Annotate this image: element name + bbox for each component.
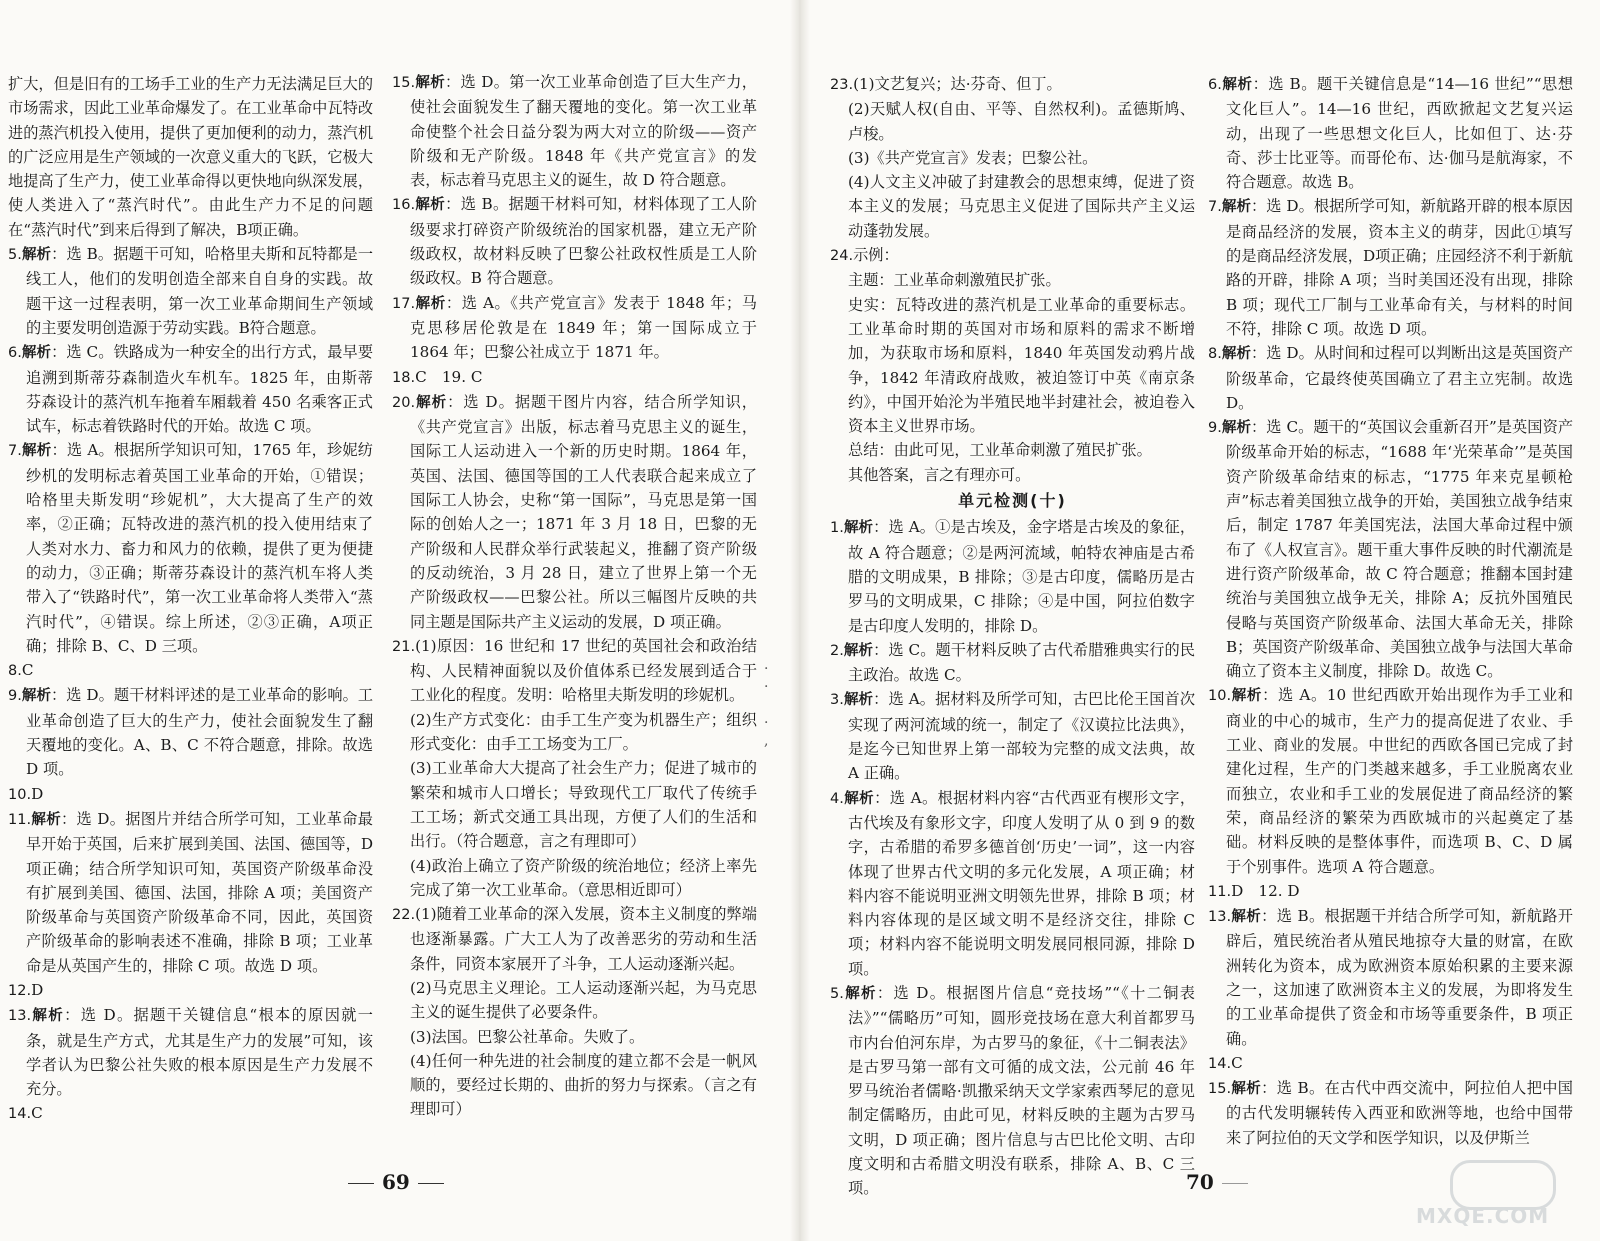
answer-sub-part xyxy=(392,1025,757,1049)
answer-text: ：选 A。①是古埃及，金字塔是古埃及的象征，故 A 符合题意；②是两河流域，帕特农神庙是古希腊的文明成果，B 排除；③是古印度，儒略历是古罗马的文明成果，C 排除；④是中国，阿拉伯数字是古印度人发明的，排除 D。 xyxy=(848,518,1196,635)
answer-text: D 12. D xyxy=(1231,881,1300,900)
answer-item xyxy=(1208,194,1573,341)
analysis-label: 解析 xyxy=(1221,420,1252,437)
answer-text: ：选 D。题干材料评述的是工业革命的影响。工业革命创造了巨大的生产力，使社会面貌发生了翻天覆地的变化。A、B、C 不符合题意，排除。故选 D 项。 xyxy=(26,686,374,779)
answer-number: 11. xyxy=(8,811,32,828)
answer-sub-part xyxy=(392,1049,757,1122)
answer-item xyxy=(8,807,373,978)
answer-text: (4)任何一种先进的社会制度的建立都不会是一帆风顺的，要经过长期的、曲折的努力与探索。（言之有理即可） xyxy=(410,1051,757,1119)
answer-sub-part xyxy=(392,708,757,757)
answer-text: ：选 D。根据所学可知，新航路开辟的根本原因是商品经济的发展，资本主义的萌芽，因此①填写的是商品经济发展，D项正确；庄园经济不利于新航路的开辟，排除 A 项；当时美国还没有出现，排除 B 项；现代工厂制与工业革命有关，与材料的时间不符，排除 C 项。故选 D 项。 xyxy=(1226,197,1574,338)
answer-number: 18. xyxy=(392,369,416,386)
answer-text: (3)工业革命大大提高了社会生产力；促进了城市的繁荣和城市人口增长；导致现代工厂取代了传统手工工场；新式交通工具出现，方便了人们的生活和出行。（符合题意，言之有理即可） xyxy=(410,759,757,851)
answer-item xyxy=(830,786,1195,981)
answer-number: 9. xyxy=(8,688,22,705)
analysis-label: 解析 xyxy=(21,443,52,460)
analysis-label: 解析 xyxy=(21,688,52,705)
answer-text: 史实：瓦特改进的蒸汽机是工业革命的重要标志。工业革命时期的英国对市场和原料的需求不断增加，为获取市场和原料，1840 年英国发动鸦片战争，1842 年清政府战败，被迫签订中英《南京条约》，中国开始沦为半殖民地半封建社会，被迫卷入资本主义世界市场。 xyxy=(848,295,1195,436)
answer-number: 7. xyxy=(1208,199,1222,216)
answer-number: 10. xyxy=(8,786,32,803)
answer-text: ：选 D。据题干图片内容，结合所学知识，《共产党宣言》出版，标志着马克思主义的诞生，国际工人运动进入一个新的历史时期。1864 年，英国、法国、德国等国的工人代表联合起来成立了国际工人协会，史称“第一国际”，马克思是第一国际的创始人之一；1871 年 3 月 18 日，巴黎的无产阶级和人民群众举行武装起义，推翻了资产阶级的反动统治，3 月 28 日，建立了世界上第一个无产阶级政权——巴黎公社。所以三幅图片反映的共同主题是国际共产主义运动的发展，D 项正确。 xyxy=(410,392,757,631)
answer-sub-part xyxy=(830,146,1195,170)
answer-item xyxy=(392,634,757,708)
answer-simple xyxy=(8,978,373,1003)
answer-text: 总结：由此可见，工业革命刺激了殖民扩张。 xyxy=(848,441,1152,460)
answer-simple xyxy=(8,782,373,807)
answer-text: ：选 C。题干材料反映了古代希腊雅典实行的民主政治。故选 C。 xyxy=(848,640,1196,685)
answer-item xyxy=(392,192,757,290)
answer-number: 4. xyxy=(830,790,844,807)
answer-number: 8. xyxy=(1208,346,1222,363)
answer-item xyxy=(1208,1076,1573,1150)
answer-text: ：选 B。据题干可知，哈格里夫斯和瓦特都是一线工人，他们的发明创造全部来自自身的实践。故题干这一过程表明，第一次工业革命期间生产领域的主要发明创造源于劳动实践。B符合题意。 xyxy=(26,245,374,337)
watermark-logo xyxy=(1410,1160,1590,1230)
answer-item xyxy=(8,340,373,438)
analysis-label: 解析 xyxy=(31,811,62,828)
answer-simple xyxy=(392,365,757,390)
analysis-label: 解析 xyxy=(1231,909,1262,926)
answer-number: 9. xyxy=(1208,420,1222,437)
answer-text: ：选 A。据材料及所学可知，古巴比伦王国首次实现了两河流域的统一，制定了《汉谟拉比法典》，是迄今已知世界上第一部较为完整的成文法典，故 A 正确。 xyxy=(848,690,1196,783)
answer-text: (2)天赋人权(自由、平等、自然权利)。孟德斯鸠、卢梭。 xyxy=(848,100,1195,143)
analysis-label: 解析 xyxy=(1231,688,1263,705)
answer-number: 6. xyxy=(1208,77,1222,93)
answer-item xyxy=(392,902,757,976)
section-title: 单元检测(十) xyxy=(958,491,1067,511)
book-spine xyxy=(790,0,810,1241)
answer-sub-part xyxy=(392,756,757,853)
analysis-label: 解析 xyxy=(415,75,446,91)
answer-item xyxy=(1208,72,1573,194)
left-page-column-2 xyxy=(392,70,757,1122)
answer-number: 14. xyxy=(1208,1055,1232,1072)
answer-number: 23. xyxy=(830,77,854,93)
answer-text: (1)随着工业革命的深入发展，资本主义制度的弊端也逐渐暴露。广大工人为了改善恶劣的劳动和生活条件，同资本家展开了斗争，工人运动逐渐兴起。 xyxy=(410,905,757,973)
answer-simple xyxy=(1208,879,1573,904)
analysis-label: 解析 xyxy=(843,520,874,537)
answer-item xyxy=(1208,683,1573,878)
answer-sub-part xyxy=(392,976,757,1025)
answer-item xyxy=(830,981,1195,1201)
answer-text: (4)政治上确立了资产阶级的统治地位；经济上率先完成了第一次工业革命。（意思相近即可） xyxy=(410,856,757,899)
answer-text: (1)文艺复兴；达·芬奇、但丁。 xyxy=(853,75,1062,93)
answer-text: ：选 D。据题干关键信息“根本的原因就一条，就是生产方式，尤其是生产力的发展”可知，该学者认为巴黎公社失败的根本原因是生产力发展不充分。 xyxy=(26,1006,373,1099)
analysis-label: 解析 xyxy=(1221,199,1252,216)
answer-text: ：选 D。从时间和过程可以判断出这是英国资产阶级革命，它最终使英国确立了君主立宪制。故选 D。 xyxy=(1226,344,1574,412)
page-number-right-value: 70 xyxy=(1186,1170,1214,1194)
answer-number: 21. xyxy=(392,638,416,655)
answer-text: 示例： xyxy=(853,246,899,265)
answer-text: ：选 A。根据所学知识可知，1765 年，珍妮纺纱机的发明标志着英国工业革命的开始，①错误；哈格里夫斯发明“珍妮机”，大大提高了生产的效率，②正确；瓦特改进的蒸汽机的投入使用结束了人类对水力、畜力和风力的依赖，提供了更为便捷的动力，③正确；斯蒂芬森设计的蒸汽机车将人类带入了“铁路时代”，第一次工业革命将人类带入“蒸汽时代”，④错误。综上所述，②③正确，A项正确；排除 B、C、D 三项。 xyxy=(26,441,373,655)
answer-number: 1. xyxy=(830,520,844,537)
answer-sub-part xyxy=(392,854,757,903)
answer-number: 13. xyxy=(8,1008,32,1025)
spine-marks: · · · , xyxy=(764,661,769,749)
answer-number: 3. xyxy=(830,692,844,709)
answer-item xyxy=(392,390,757,634)
answer-number: 7. xyxy=(8,443,22,460)
analysis-label: 解析 xyxy=(31,1008,65,1025)
answer-text: (2)生产方式变化：由手工生产变为机器生产；组织形式变化：由手工工场变为工厂。 xyxy=(410,710,757,754)
answer-text: ：选 B。根据题干并结合所学可知，新航路开辟后，殖民统治者从殖民地掠夺大量的财富，在欧洲转化为资本，成为欧洲资本原始积累的主要来源之一，这加速了欧洲资本主义的发展，为即将发生的工业革命提供了资金和市场等重要条件，B 项正确。 xyxy=(1226,907,1573,1048)
answer-text: C xyxy=(1231,1053,1243,1072)
answer-sub-part xyxy=(830,170,1195,243)
answer-item xyxy=(392,70,757,192)
answer-item xyxy=(8,438,373,658)
answer-item xyxy=(830,638,1195,688)
analysis-label: 解析 xyxy=(843,642,874,659)
answer-sub-part xyxy=(830,463,1195,487)
answer-item xyxy=(830,687,1195,785)
right-page-column-2 xyxy=(1208,72,1573,1150)
answer-text: ：选 D。据图片并结合所学可知，工业革命最早开始于英国，后来扩展到美国、法国、德国等，D项正确；结合所学知识可知，英国资产阶级革命没有扩展到美国、德国、法国，排除 A 项；美国资产阶级革命与英国资产阶级革命不同，因此，英国资产阶级革命的影响表述不准确，排除 B 项；工业革命是从英国产生的，排除 C 项。故选 D 项。 xyxy=(26,809,373,975)
answer-number: 20. xyxy=(392,394,416,411)
answer-number: 22. xyxy=(392,907,416,924)
answer-item xyxy=(392,291,757,365)
analysis-label: 解析 xyxy=(843,692,874,709)
answer-continuation xyxy=(8,72,373,242)
answer-item xyxy=(1208,415,1573,683)
answer-text: ：选 A。根据材料内容“古代西亚有楔形文字，古代埃及有象形文字，印度人发明了从 0 到 9 的数字，古希腊的希罗多德首创‘历史’一词”，这一内容体现了世界古代文明的多元化发展，A 项正确；材料内容不能说明亚洲文明领先世界，排除 B 项；材料内容体现的是区域文明不是经济交往，排除 C 项；材料内容不能说明文明发展同根同源，排除 D 项。 xyxy=(848,788,1196,978)
page-number-left xyxy=(340,1170,452,1194)
answer-number: 6. xyxy=(8,345,22,362)
answer-simple xyxy=(8,658,373,683)
answer-text: (3)《共产党宣言》发表；巴黎公社。 xyxy=(848,148,1098,167)
watermark-text: MXQE.COM xyxy=(1416,1204,1550,1228)
answer-number: 10. xyxy=(1208,688,1232,705)
answer-item xyxy=(830,72,1195,97)
analysis-label: 解析 xyxy=(415,197,446,214)
answer-text: C 19. C xyxy=(415,367,483,386)
answer-text: (2)马克思主义理论。工人运动逐渐兴起，为马克思主义的诞生提供了必要条件。 xyxy=(410,978,757,1022)
answer-text: (4)人文主义冲破了封建教会的思想束缚，促进了资本主义的发展；马克思主义促进了国际共产主义运动蓬勃发展。 xyxy=(848,173,1195,240)
page-number-left-value: 69 xyxy=(382,1170,410,1194)
analysis-label: 解析 xyxy=(1221,77,1253,93)
answer-text: D xyxy=(31,980,44,999)
analysis-label: 解析 xyxy=(1231,1081,1262,1098)
answer-simple xyxy=(8,1101,373,1126)
answer-text: 主题：工业革命刺激殖民扩张。 xyxy=(848,271,1061,290)
answer-number: 17. xyxy=(392,295,416,312)
analysis-label: 解析 xyxy=(1221,346,1252,363)
answer-text: C xyxy=(21,661,34,680)
answer-item xyxy=(1208,904,1573,1051)
answer-text: ：选 D。根据图片信息“竞技场”“《十二铜表法》”“儒略历”可知，圆形竞技场在意大利首都罗马市内台伯河东岸，为古罗马的象征，《十二铜表法》是古罗马第一部有文可循的成文法，公元前 46 年罗马统治者儒略·凯撒采纳天文学家索西琴尼的意见制定儒略历，由此可见，材料反映的主题为古罗马文明，D 项正确；图片信息与古巴比伦文明、古印度文明和古希腊文明没有联系，排除 A、B、C 三项。 xyxy=(848,983,1195,1198)
answer-item xyxy=(1208,341,1573,415)
answer-item xyxy=(8,683,373,781)
answer-sub-part xyxy=(830,438,1195,462)
answer-simple xyxy=(1208,1051,1573,1076)
answer-text: ：选 D。第一次工业革命创造了巨大生产力，使社会面貌发生了翻天覆地的变化。第一次工业革命使整个社会日益分裂为两大对立的阶级——资产阶级和无产阶级。1848 年《共产党宣言》的发表，标志着马克思主义的诞生，故 D 符合题意。 xyxy=(410,73,757,190)
answer-number: 15. xyxy=(1208,1081,1232,1098)
answer-number: 5. xyxy=(830,985,844,1002)
answer-item xyxy=(830,515,1195,637)
answer-sub-part xyxy=(830,293,1195,439)
answer-text: C xyxy=(31,1104,43,1123)
answer-text: (3)法国。巴黎公社革命。失败了。 xyxy=(410,1027,645,1046)
answer-text: ：选 B。据题干材料可知，材料体现了工人阶级要求打碎资产阶级统治的国家机器，建立无产阶级政权，故材料反映了巴黎公社政权性质是工人阶级政权。B 符合题意。 xyxy=(410,195,757,288)
left-page-column-1 xyxy=(8,72,373,1127)
watermark-badge-icon xyxy=(1450,1160,1556,1210)
answer-text: ：选 A。10 世纪西欧开始出现作为手工业和商业的中心的城市，生产力的提高促进了农业、手工业、商业的发展。中世纪的西欧各国已完成了封建化过程，生产的门类越来越多，手工业脱离农业而独立，农业和手工业的发展促进了商品经济的繁荣，商品经济的繁荣为西欧城市的兴起奠定了基础。材料反映的是整体事件，而选项 B、C、D 属于个别事件。选项 A 符合题意。 xyxy=(1226,686,1574,876)
answer-number: 13. xyxy=(1208,909,1232,926)
answer-number: 5. xyxy=(8,247,22,264)
answer-text: ：选 C。题干的“英国议会重新召开”是英国资产阶级革命开始的标志，“1688 年‘光荣革命’”是英国资产阶级革命结束的标志，“1775 年来克星顿枪声”标志着美国独立战争的开始，美国独立战争结束后，制定 1787 年美国宪法，法国大革命过程中颁布了《人权宣言》。题干重大事件反映的时代潮流是进行资产阶级革命，故 C 符合题意；推翻本国封建统治与美国独立战争无关，排除 A；反抗外国殖民侵略与英国资产阶级革命、法国大革命无关，排除 B；英国资产阶级革命、美国独立战争与法国大革命确立了资本主义制度，排除 D。故选 C。 xyxy=(1226,418,1574,681)
answer-item xyxy=(8,1003,373,1101)
analysis-label: 解析 xyxy=(843,985,877,1002)
answer-text: 其他答案，言之有理亦可。 xyxy=(848,465,1031,484)
answer-text: D xyxy=(31,784,44,803)
answer-item xyxy=(8,242,373,340)
analysis-label: 解析 xyxy=(415,295,446,312)
answer-item xyxy=(830,243,1195,268)
answer-number: 15. xyxy=(392,75,416,91)
analysis-label: 解析 xyxy=(21,345,52,362)
right-page-column-1 xyxy=(830,72,1195,1201)
page-number-right xyxy=(1186,1170,1256,1194)
answer-number: 14. xyxy=(8,1106,32,1123)
answer-sub-part xyxy=(830,97,1195,146)
answer-text: ：选 B。在古代中西交流中，阿拉伯人把中国的古代发明辗转传入西亚和欧洲等地，也给中国带来了阿拉伯的天文学和医学知识，以及伊斯兰 xyxy=(1226,1079,1573,1147)
answer-number: 11. xyxy=(1208,883,1232,900)
analysis-label: 解析 xyxy=(843,790,875,807)
answer-sub-part xyxy=(830,268,1195,292)
answer-number: 16. xyxy=(392,197,416,214)
answer-number: 2. xyxy=(830,642,844,659)
answer-text: ：选 B。题干关键信息是“14—16 世纪”“思想文化巨人”。14—16 世纪，西欧掀起文艺复兴运动，出现了一些思想文化巨人，比如但丁、达·芬奇、莎士比亚等。而哥伦布、达·伽马是航海家，不符合题意。故选 B。 xyxy=(1226,75,1574,192)
answer-number: 12. xyxy=(8,982,32,999)
answer-text: (1)原因：16 世纪和 17 世纪的英国社会和政治结构、人民精神面貌以及价值体系已经发展到适合于工业化的程度。发明：哈格里夫斯发明的珍妮机。 xyxy=(410,636,757,705)
answer-number: 8. xyxy=(8,663,22,680)
answer-number: 24. xyxy=(830,248,854,265)
answer-text: 扩大，但是旧有的工场手工业的生产力无法满足巨大的市场需求，因此工业革命爆发了。在工业革命中瓦特改进的蒸汽机投入使用，提供了更加便利的动力，蒸汽机的广泛应用是生产领域的一次意义重大的飞跃，它极大地提高了生产力，使工业革命得以更快地向纵深发展，使人类进入了“蒸汽时代”。由此生产力不足的问题在“蒸汽时代”到来后得到了解决，B项正确。 xyxy=(8,75,373,239)
analysis-label: 解析 xyxy=(21,247,52,264)
answer-text: ：选 A。《共产党宣言》发表于 1848 年；马克思移居伦敦是在 1849 年；第一国际成立于 1864 年；巴黎公社成立于 1871 年。 xyxy=(410,293,757,362)
analysis-label: 解析 xyxy=(415,394,448,411)
answer-text: ：选 C。铁路成为一种安全的出行方式，最早要追溯到斯蒂芬森制造火车机车。1825 年，由斯蒂芬森设计的蒸汽机车拖着车厢载着 450 名乘客正式试车，标志着铁路时代的开始。故选 C 项。 xyxy=(26,343,374,436)
